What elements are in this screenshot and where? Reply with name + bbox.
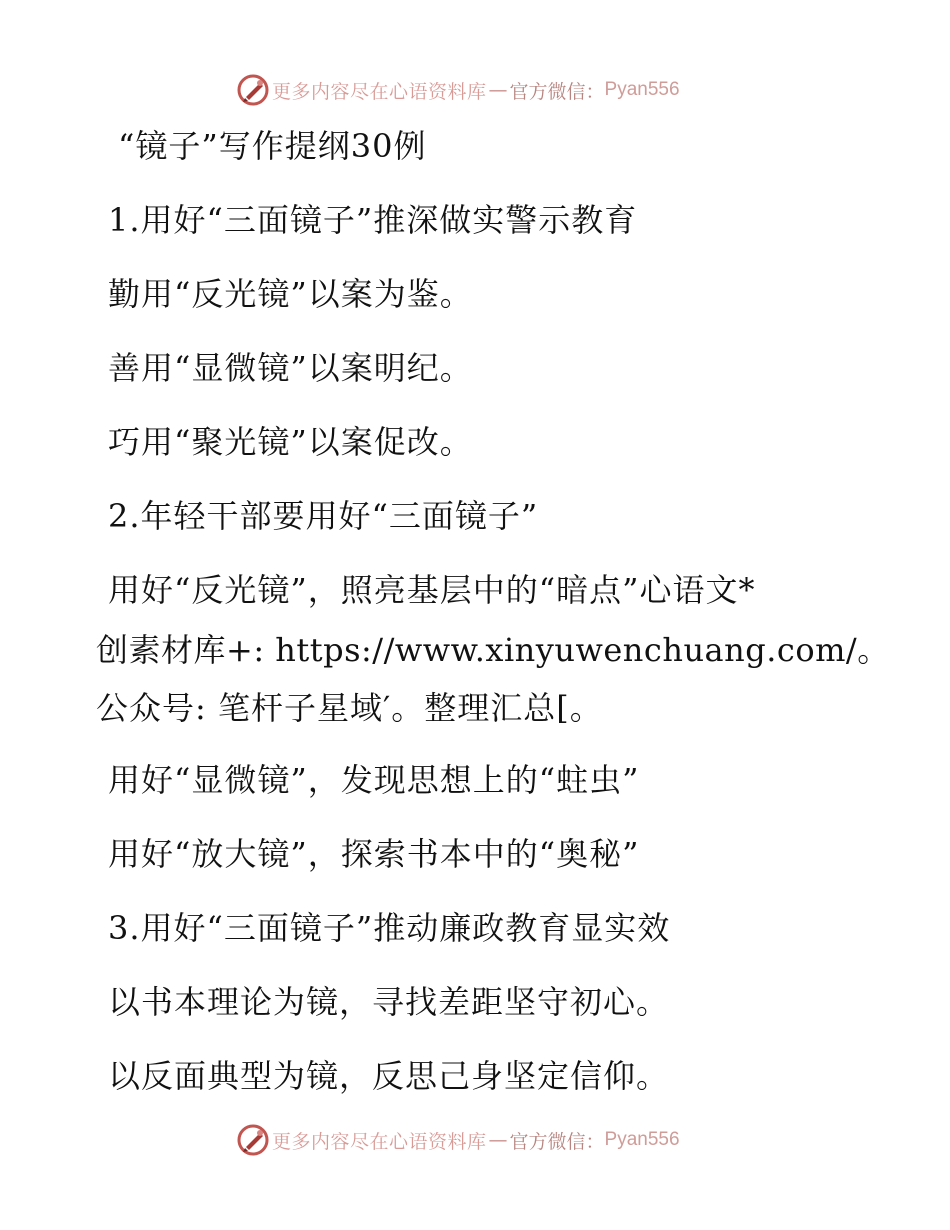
banner-separator: — xyxy=(488,79,508,101)
banner-wechat-id: Pyan556 xyxy=(604,79,680,100)
text-line-3: 善用“显微镜”以案明纪。 xyxy=(108,349,473,387)
text-line-6: 用好“反光镜”，照亮基层中的“暗点”心语文* xyxy=(108,571,756,609)
text-line-12: 以书本理论为镜，寻找差距坚守初心。 xyxy=(108,983,670,1021)
brand-logo-icon xyxy=(236,1123,270,1157)
text-line-11: 3.用好“三面镜子”推动廉政教育显实效 xyxy=(108,909,671,947)
brand-logo-icon xyxy=(236,73,270,107)
text-line-8: 公众号: 笔杆子星域′。整理汇总[。 xyxy=(96,689,603,727)
banner-separator: — xyxy=(488,1129,508,1151)
text-line-7: 创素材库+: https://www.xinyuwenchuang.com/。 xyxy=(96,631,890,669)
banner-text: 更多内容尽在心语资料库 xyxy=(272,80,487,103)
banner-wechat-label: 官方微信： xyxy=(509,80,605,103)
header-watermark-banner xyxy=(236,72,680,108)
text-line-9: 用好“显微镜”，发现思想上的“蛀虫” xyxy=(108,761,640,799)
document-title: “镜子”写作提纲30例 xyxy=(118,127,427,165)
footer-watermark-banner xyxy=(236,1122,680,1158)
text-line-10: 用好“放大镜”，探索书本中的“奥秘” xyxy=(108,835,640,873)
text-line-2: 勤用“反光镜”以案为鉴。 xyxy=(108,275,473,313)
banner-text: 更多内容尽在心语资料库 xyxy=(272,1130,487,1153)
banner-wechat-id: Pyan556 xyxy=(604,1129,680,1150)
banner-wechat-label: 官方微信： xyxy=(509,1130,605,1153)
text-line-13: 以反面典型为镜，反思己身坚定信仰。 xyxy=(108,1057,670,1095)
text-line-4: 巧用“聚光镜”以案促改。 xyxy=(108,423,473,461)
text-line-5: 2.年轻干部要用好“三面镜子” xyxy=(108,497,539,535)
text-line-1: 1.用好“三面镜子”推深做实警示教育 xyxy=(108,201,638,239)
